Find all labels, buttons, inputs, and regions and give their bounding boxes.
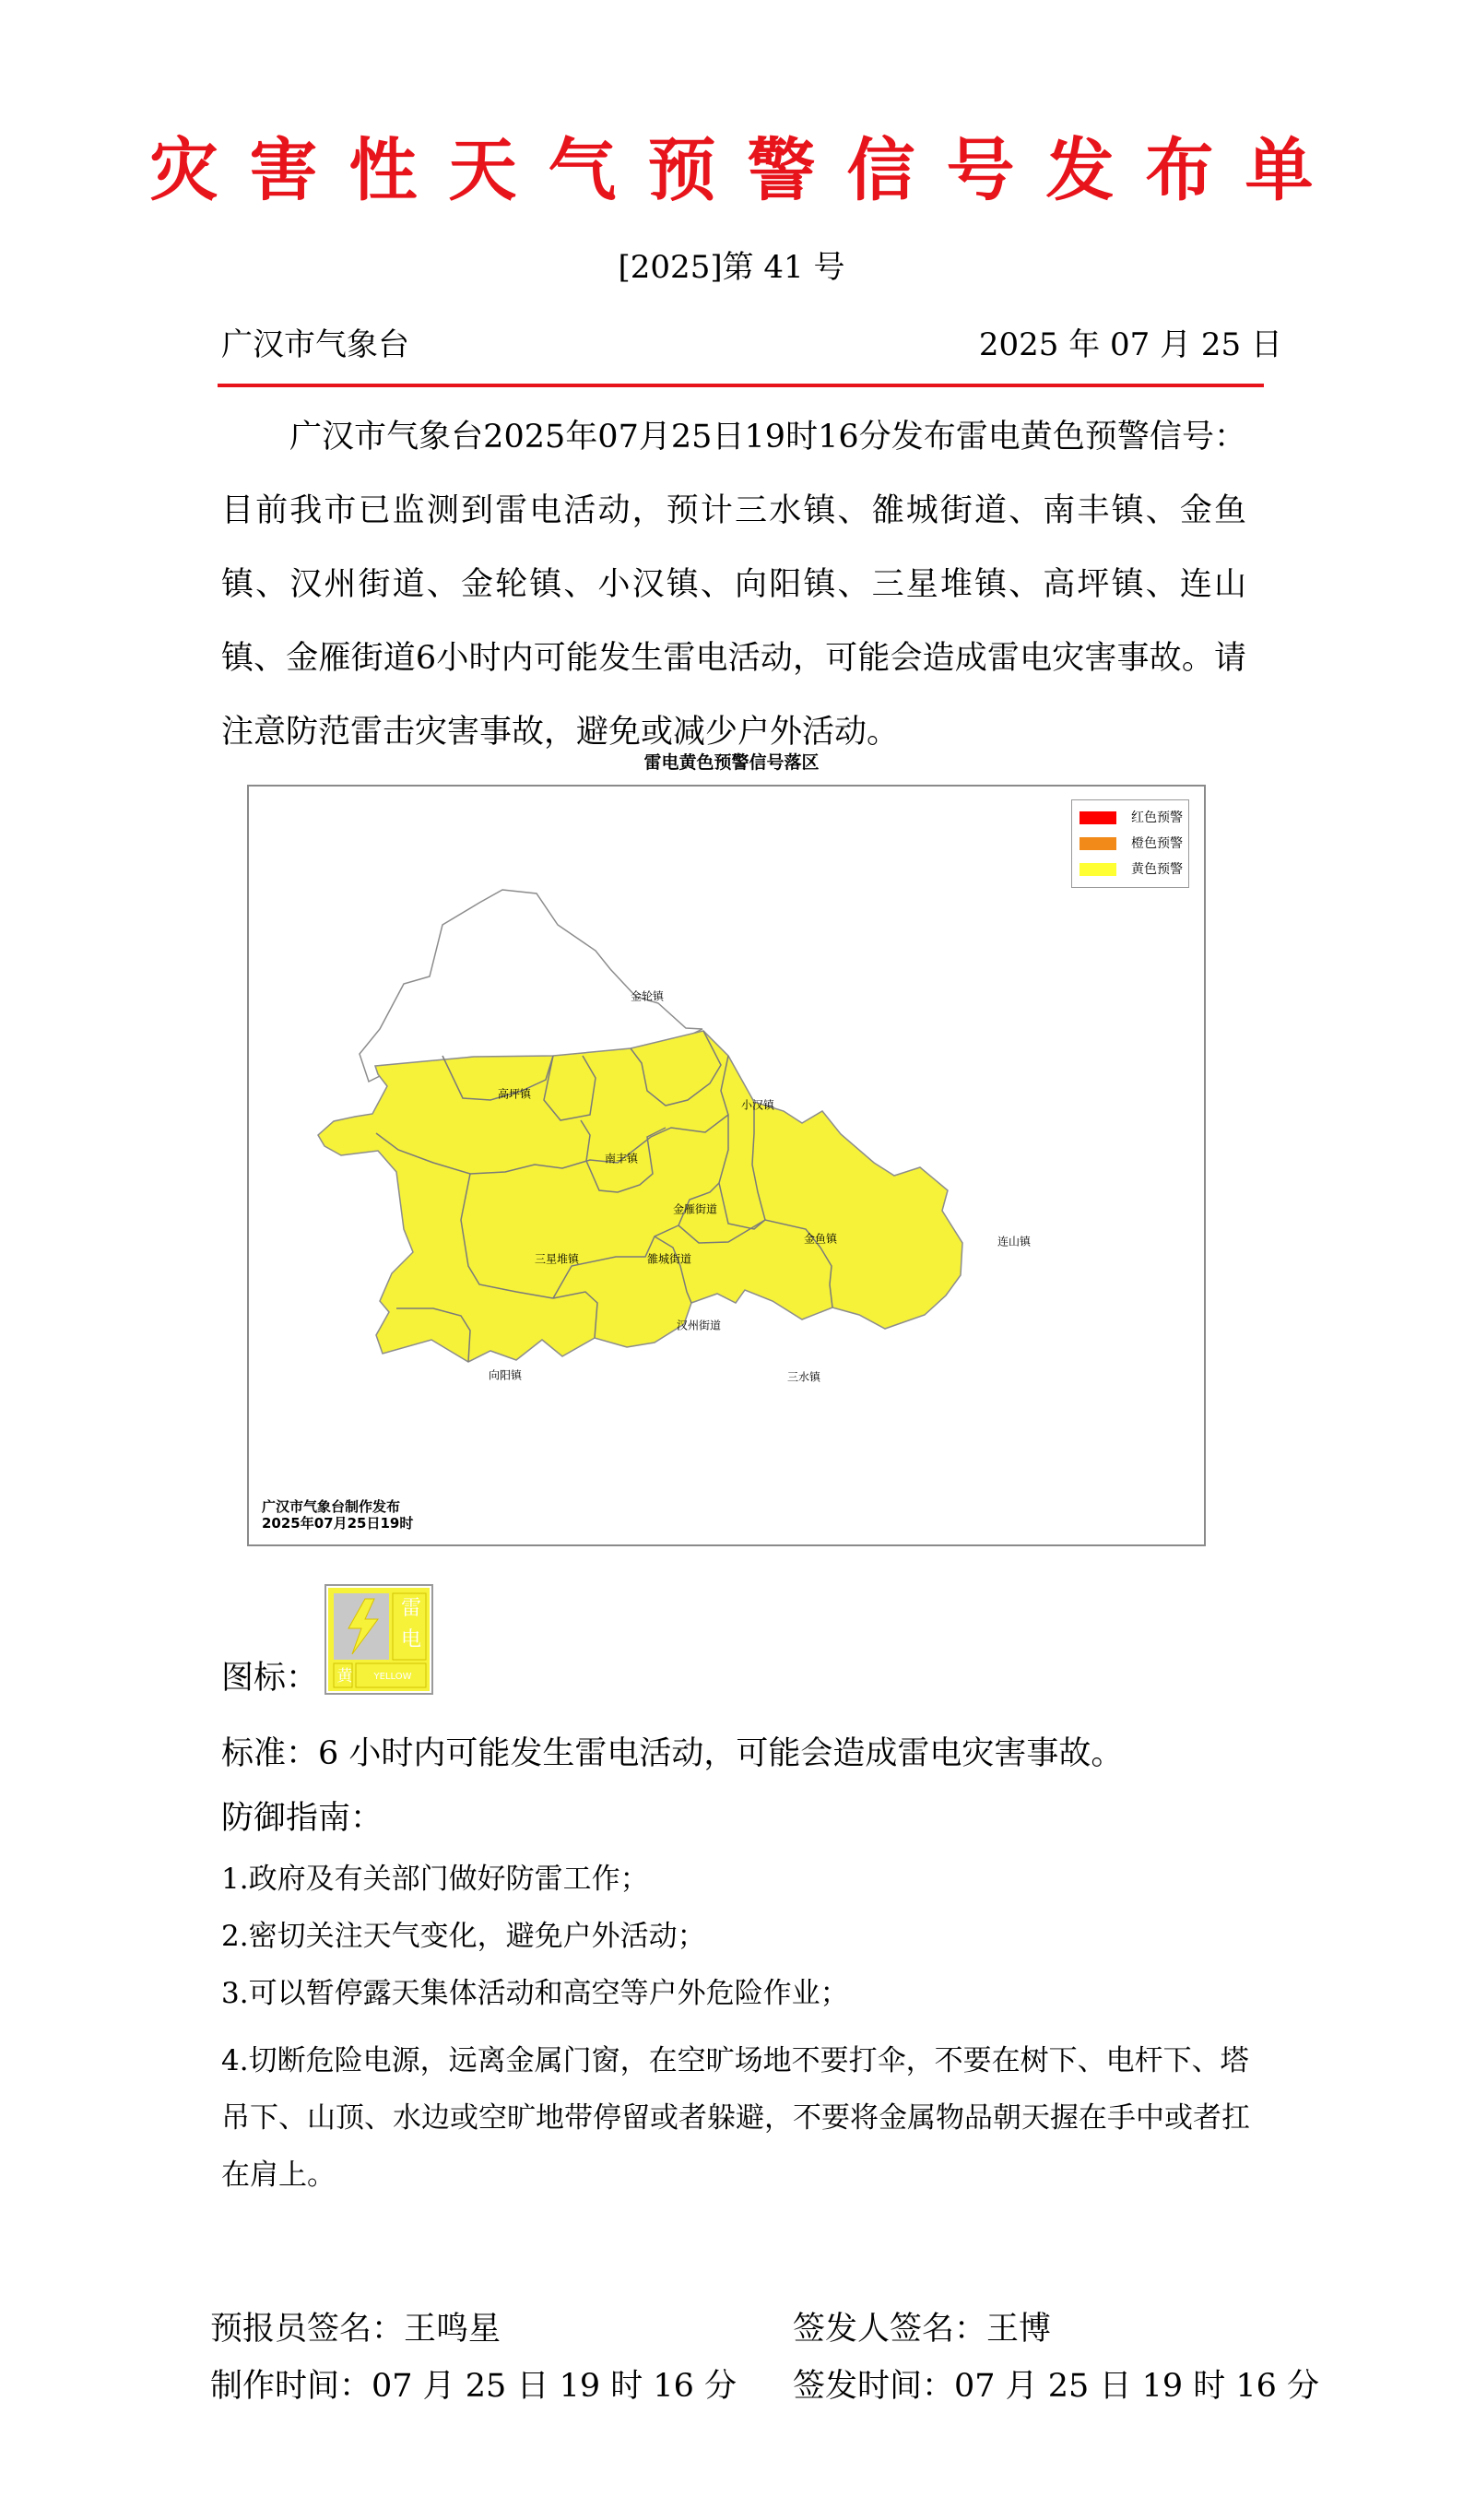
- issue-time: 签发时间：07 月 25 日 19 时 16 分: [793, 2368, 1320, 2405]
- map-credit-line1: 广汉市气象台制作发布: [262, 1498, 401, 1515]
- document-number: [2025]第 41 号: [618, 249, 845, 286]
- town-label-xiaohan: 小汉镇: [740, 1098, 775, 1112]
- legend-label-orange: 橙色预警: [1131, 836, 1183, 851]
- warning-standard: 标准：6 小时内可能发生雷电活动，可能会造成雷电灾害事故。: [221, 1735, 1124, 1772]
- map-legend: [1071, 799, 1189, 888]
- thunder-warning-icon: [324, 1584, 433, 1695]
- town-label-sanxingdui: 三星堆镇: [534, 1252, 580, 1266]
- make-time: 制作时间：07 月 25 日 19 时 16 分: [210, 2368, 737, 2405]
- guidance-item: 3.可以暂停露天集体活动和高空等户外危险作业；: [221, 1977, 849, 2010]
- legend-swatch-red: [1080, 811, 1116, 824]
- town-label-nanfeng: 南丰镇: [604, 1152, 639, 1165]
- town-label-xiangyang: 向阳镇: [488, 1368, 523, 1382]
- guidance-item: 2.密切关注天气变化，避免户外活动；: [221, 1920, 706, 1953]
- icon-name-bottom: 电: [400, 1628, 421, 1651]
- issue-date: 2025 年 07 月 25 日: [978, 326, 1282, 363]
- warning-body-text: 广汉市气象台2025年07月25日19时16分发布雷电黄色预警信号：目前我市已监测到雷电活动，预计三水镇、雒城街道、南丰镇、金鱼镇、汉州街道、金轮镇、小汉镇、向阳镇、三星堆镇、高坪镇、连山镇、金雁街道6小时内可能发生雷电活动，可能会造成雷电灾害事故。请注意防范雷击灾害事故，避免或减少户外活动。: [221, 419, 1246, 751]
- town-label-hanzhou: 汉州街道: [676, 1319, 722, 1332]
- header-divider: [218, 384, 1264, 387]
- town-label-lianshan: 连山镇: [997, 1235, 1032, 1248]
- icon-name: [396, 1593, 426, 1656]
- guidance-item: 1.政府及有关部门做好防雷工作；: [221, 1863, 649, 1896]
- issuer-signature: 签发人签名：王博: [793, 2311, 1052, 2348]
- warning-map: [247, 785, 1206, 1546]
- legend-label-red: 红色预警: [1131, 810, 1183, 825]
- guidance-heading: 防御指南：: [221, 1800, 383, 1837]
- town-label-luocheng: 雒城街道: [646, 1252, 692, 1266]
- town-label-gaoping: 高坪镇: [497, 1087, 532, 1101]
- issuer-name: 广汉市气象台: [221, 326, 409, 363]
- map-credit: [262, 1498, 413, 1532]
- town-label-jinyan: 金雁街道: [672, 1202, 718, 1216]
- map-svg: [249, 787, 1204, 1544]
- icon-level: 黄: [336, 1667, 353, 1686]
- legend-swatch-orange: [1080, 837, 1116, 850]
- icon-sub: YELLOW: [373, 1672, 412, 1682]
- guidance-item: 4.切断危险电源，远离金属门窗，在空旷场地不要打伞，不要在树下、电杆下、塔吊下、山顶、水边或空旷地带停留或者躲避，不要将金属物品朝天握在手中或者扛在肩上。: [221, 2044, 1250, 2192]
- region-warned: [318, 1031, 962, 1362]
- map-title: 雷电黄色预警信号落区: [643, 752, 820, 773]
- legend-swatch-yellow: [1080, 863, 1116, 876]
- document-title: 灾害性天气预警信号发布单: [149, 131, 1345, 210]
- town-label-jinyu: 金鱼镇: [803, 1232, 838, 1246]
- icon-label: 图标：: [221, 1660, 319, 1697]
- forecaster-signature: 预报员签名：王鸣星: [210, 2311, 501, 2348]
- town-label-sanshui: 三水镇: [786, 1370, 821, 1384]
- legend-label-yellow: 黄色预警: [1131, 862, 1183, 877]
- icon-name-top: 雷: [400, 1597, 421, 1620]
- map-credit-line2: 2025年07月25日19时: [262, 1515, 414, 1532]
- town-label-jinlun: 金轮镇: [630, 989, 665, 1003]
